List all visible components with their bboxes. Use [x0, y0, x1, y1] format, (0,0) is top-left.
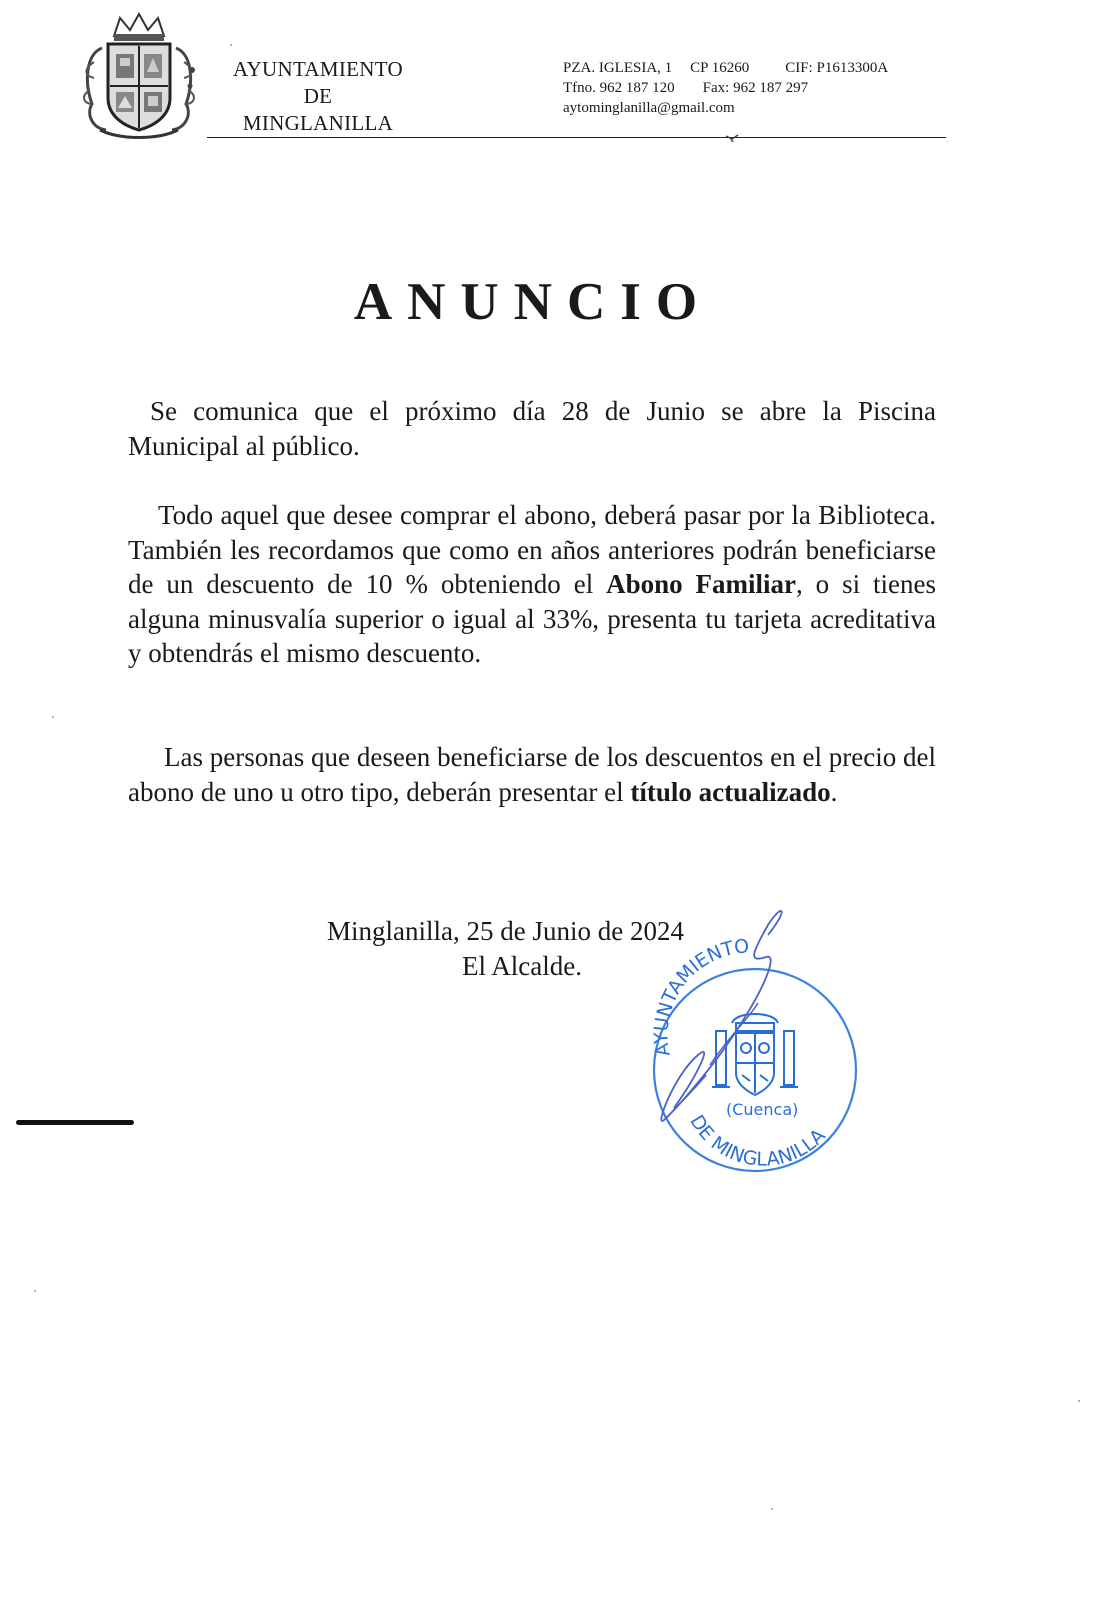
paragraph-discounts-text-a: Todo aquel que desee comprar el abono, deberá pasar por la Biblioteca. También les recordamos que como en años anteriores podrán beneficiarse de un descuento de 10 % obteniendo el [128, 500, 936, 599]
paragraph-requirements-text-b: . [830, 776, 838, 807]
municipal-crest-icon [80, 12, 198, 142]
scan-speck [52, 716, 54, 718]
org-name-line-3: MINGLANILLA [242, 111, 394, 135]
scan-speck [771, 1508, 773, 1510]
paragraph-requirements-text-a: Las personas que deseen beneficiarse de los descuentos en el precio del abono de uno u otro tipo, deberán presentar el [128, 742, 936, 807]
scan-speck [1078, 1400, 1080, 1402]
stamp-top-text: AYUNTAMIENTO [650, 935, 751, 1059]
org-name-line-1: AYUNTAMIENTO [233, 57, 403, 81]
place-and-date: Minglanilla, 25 de Junio de 2024 [327, 916, 684, 946]
official-stamp-icon [640, 905, 865, 1175]
scan-speck [34, 1290, 36, 1292]
paragraph-opening [128, 394, 936, 463]
postal-code: CP 16260 [690, 60, 750, 76]
family-pass-emphasis: Abono Familiar [606, 569, 797, 599]
letterhead-divider [207, 137, 946, 138]
stamp-coat-of-arms-icon [712, 1014, 798, 1095]
updated-title-emphasis: título actualizado [630, 776, 831, 807]
margin-mark [16, 1120, 134, 1125]
announcement-title: ANUNCIO [353, 273, 713, 331]
paragraph-requirements [128, 740, 936, 809]
fax-number: Fax: 962 187 297 [702, 80, 809, 96]
cif-number: CIF: P1613300A [785, 60, 889, 76]
scan-speck [230, 44, 232, 46]
paragraph-discounts-text-b: , o si tienes alguna minusvalía superior o igual al 33%, presenta tu tarjeta acreditativa y obtendrás el mismo descuento. [128, 569, 936, 668]
contact-line-phone [563, 78, 888, 98]
paragraph-opening-text: Se comunica que el próximo día 28 de Junio se abre la Piscina Municipal al público. [128, 396, 936, 461]
org-name-line-2: DE [303, 84, 333, 108]
paragraph-discounts [128, 498, 936, 671]
phone-number: Tfno. 962 187 120 [563, 80, 675, 96]
address: PZA. IGLESIA, 1 [563, 60, 673, 76]
stamp-center-text: (Cuenca) [726, 1100, 799, 1119]
divider-mark-icon [725, 134, 739, 142]
contact-line-address [563, 58, 888, 78]
contact-info [563, 58, 888, 118]
organization-name [208, 56, 428, 137]
signer-title: El Alcalde. [462, 951, 582, 981]
email-address: aytominglanilla@gmail.com [563, 100, 735, 116]
stamp-bottom-text: DE MINGLANILLA [685, 1111, 830, 1171]
